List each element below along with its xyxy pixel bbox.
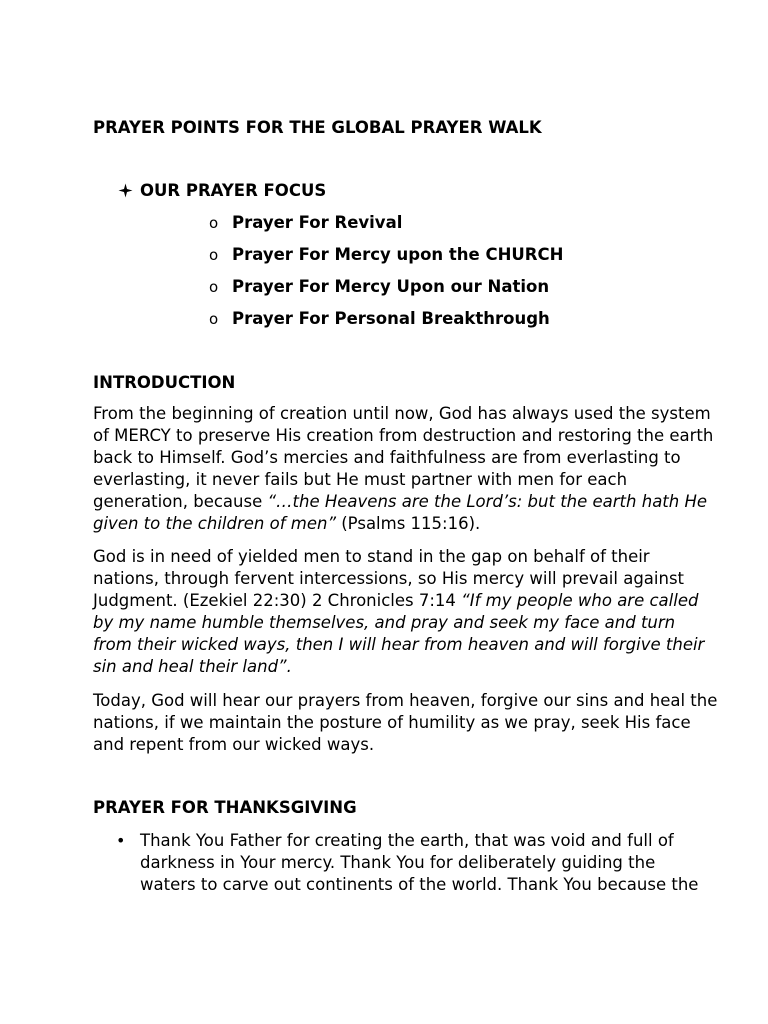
paragraph-text: From the beginning of creation until now, God has always used the system of MERCY to preserve His creation from destruction and restoring the earth back to Himself. God’s mercies and faithfulness are from everlasting to everlasting, it never fails but He must partner with men for each generation, because — [93, 404, 714, 511]
paragraph-text: God is in need of yielded men to stand in the gap on behalf of their nations, through fervent intercessions, so His mercy will prevail against Judgment. (Ezekiel 22:30) 2 Chronicles 7:14 — [93, 547, 685, 610]
introduction-heading: INTRODUCTION — [93, 373, 236, 392]
scripture-quote: “If my people who are called by my name humble themselves, and pray and seek my face and turn from their wicked ways, then I will hear from heaven and will forgive their sin and heal their land”. — [93, 591, 705, 676]
focus-item: Prayer For Mercy Upon our Nation — [232, 277, 550, 296]
focus-heading: OUR PRAYER FOCUS — [140, 181, 327, 200]
circle-bullet-icon: o — [209, 214, 219, 232]
focus-item: Prayer For Revival — [232, 213, 403, 232]
circle-bullet-icon: o — [209, 310, 219, 328]
focus-item: Prayer For Personal Breakthrough — [232, 309, 550, 328]
circle-bullet-icon: o — [209, 246, 219, 264]
introduction-paragraph-1 — [93, 403, 718, 535]
circle-bullet-icon: o — [209, 278, 219, 296]
bullet-icon: • — [116, 831, 126, 850]
scripture-reference: (Psalms 115:16). — [336, 514, 481, 533]
focus-item: Prayer For Mercy upon the CHURCH — [232, 245, 564, 264]
diamond-bullet-icon — [118, 183, 133, 198]
thanksgiving-bullet: Thank You Father for creating the earth, that was void and full of darkness in Your mercy. Thank You for deliberately guiding the waters to carve out continents of the world. Thank You because the — [140, 831, 699, 894]
scripture-quote: “…the Heavens are the Lord’s: but the earth hath He given to the children of men” — [93, 492, 708, 533]
document-title: PRAYER POINTS FOR THE GLOBAL PRAYER WALK — [93, 118, 542, 137]
introduction-paragraph-3: Today, God will hear our prayers from heaven, forgive our sins and heal the nations, if we maintain the posture of humility as we pray, seek His face and repent from our wicked ways. — [93, 691, 718, 754]
introduction-paragraph-2 — [93, 546, 718, 678]
thanksgiving-heading: PRAYER FOR THANKSGIVING — [93, 798, 357, 817]
